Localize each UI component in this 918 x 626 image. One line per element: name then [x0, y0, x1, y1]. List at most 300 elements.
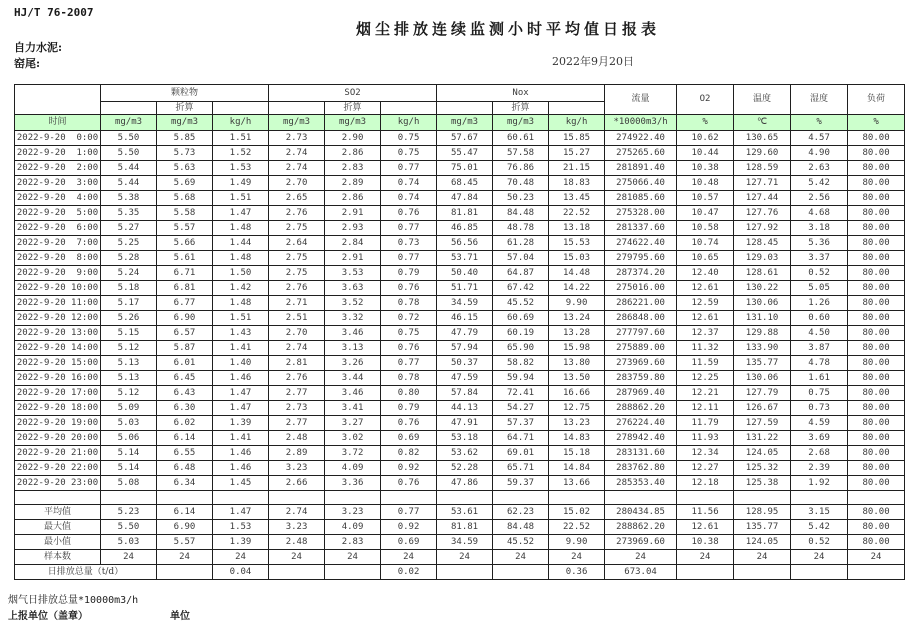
cell-value: 0.76 — [381, 281, 437, 296]
cell-value: 2.77 — [269, 386, 325, 401]
cell-value: 3.72 — [325, 446, 381, 461]
cell-value: 274622.40 — [605, 236, 677, 251]
cell-value: 15.18 — [549, 446, 605, 461]
empty-cell — [269, 102, 325, 115]
cell-value: 10.48 — [677, 176, 734, 191]
cell-value: 1.42 — [213, 281, 269, 296]
cell-value: 5.13 — [101, 371, 157, 386]
cell-value: 5.09 — [101, 401, 157, 416]
cell-value: 2.76 — [269, 206, 325, 221]
cell-value: 80.00 — [848, 535, 905, 550]
cell-value: 2.76 — [269, 371, 325, 386]
empty-cell — [605, 491, 677, 505]
row-time: 2022-9-20 2:00 — [15, 161, 101, 176]
cell-value: 59.94 — [493, 371, 549, 386]
cell-value: 3.46 — [325, 386, 381, 401]
row-time: 2022-9-20 12:00 — [15, 311, 101, 326]
cell-value: 45.52 — [493, 535, 549, 550]
cell-value: 0.74 — [381, 176, 437, 191]
cell-value: 5.14 — [101, 446, 157, 461]
cell-value: 4.09 — [325, 461, 381, 476]
cell-value: 14.83 — [549, 431, 605, 446]
cell-value: 6.14 — [157, 431, 213, 446]
cell-value: 64.87 — [493, 266, 549, 281]
cell-value: 5.28 — [101, 251, 157, 266]
cell-value: 15.85 — [549, 131, 605, 146]
cell-value: 24 — [101, 550, 157, 565]
cell-value: 24 — [549, 550, 605, 565]
cell-value: 80.00 — [848, 296, 905, 311]
table-row — [15, 206, 905, 221]
hourly-rows — [15, 131, 905, 580]
summary-label: 最大值 — [15, 520, 101, 535]
cell-value: 15.53 — [549, 236, 605, 251]
table-row — [15, 191, 905, 206]
summary-row — [15, 550, 905, 565]
cell-value: 13.50 — [549, 371, 605, 386]
cell-value: 0.60 — [791, 311, 848, 326]
cell-value: 47.91 — [437, 416, 493, 431]
cell-value: 283131.60 — [605, 446, 677, 461]
cell-value: 1.53 — [213, 520, 269, 535]
cell-value: 3.23 — [269, 461, 325, 476]
row-time: 2022-9-20 19:00 — [15, 416, 101, 431]
cell-value: 80.00 — [848, 191, 905, 206]
row-time: 2022-9-20 17:00 — [15, 386, 101, 401]
cell-value: 2.74 — [269, 161, 325, 176]
cell-value: 4.59 — [791, 416, 848, 431]
cell-value: 1.48 — [213, 251, 269, 266]
cell-value: 5.85 — [157, 131, 213, 146]
cell-value: 6.43 — [157, 386, 213, 401]
cell-value: 2.68 — [791, 446, 848, 461]
cell-value: 277797.60 — [605, 326, 677, 341]
cell-value: 128.45 — [734, 236, 791, 251]
cell-value: 75.01 — [437, 161, 493, 176]
cell-value: 2.74 — [269, 505, 325, 520]
row-time: 2022-9-20 14:00 — [15, 341, 101, 356]
cell-value: 5.12 — [101, 341, 157, 356]
empty-cell — [549, 102, 605, 115]
cell-value: 131.22 — [734, 431, 791, 446]
table-row — [15, 326, 905, 341]
cell-value: 57.67 — [437, 131, 493, 146]
cell-value: 57.37 — [493, 416, 549, 431]
cell-value: 81.81 — [437, 206, 493, 221]
cell-value: 5.17 — [101, 296, 157, 311]
cell-value: 3.87 — [791, 341, 848, 356]
cell-value: 46.85 — [437, 221, 493, 236]
cell-value: 5.18 — [101, 281, 157, 296]
cell-value: 80.00 — [848, 416, 905, 431]
cell-value: 11.32 — [677, 341, 734, 356]
cell-value: 11.56 — [677, 505, 734, 520]
cell-value: 6.81 — [157, 281, 213, 296]
cell-value: 129.03 — [734, 251, 791, 266]
cell-value: 3.46 — [325, 326, 381, 341]
cell-value: 5.57 — [157, 535, 213, 550]
cell-value: 57.84 — [437, 386, 493, 401]
cell-value: 5.13 — [101, 356, 157, 371]
cell-value: 128.95 — [734, 505, 791, 520]
cell-value: 1.46 — [213, 461, 269, 476]
cell-value: 80.00 — [848, 386, 905, 401]
cell-value — [325, 565, 381, 580]
row-time: 2022-9-20 20:00 — [15, 431, 101, 446]
cell-value: 2.93 — [325, 221, 381, 236]
row-time: 2022-9-20 16:00 — [15, 371, 101, 386]
footer-flue-gas-total: 烟气日排放总量*10000m3/h — [8, 595, 139, 606]
cell-value: 47.59 — [437, 371, 493, 386]
cell-value: 10.44 — [677, 146, 734, 161]
cell-value: 275328.00 — [605, 206, 677, 221]
cell-value: 24 — [381, 550, 437, 565]
table-row — [15, 371, 905, 386]
page-title: 烟尘排放连续监测小时平均值日报表 — [355, 20, 660, 38]
cell-value: 0.92 — [381, 520, 437, 535]
empty-cell — [101, 102, 157, 115]
cell-value: 3.15 — [791, 505, 848, 520]
cell-value — [848, 565, 905, 580]
cell-value: 125.32 — [734, 461, 791, 476]
cell-value: 10.65 — [677, 251, 734, 266]
cell-value: 50.40 — [437, 266, 493, 281]
cell-value: 1.39 — [213, 535, 269, 550]
cell-value: 2.86 — [325, 191, 381, 206]
cell-value: 281891.40 — [605, 161, 677, 176]
cell-value: 281085.60 — [605, 191, 677, 206]
cell-value: 10.47 — [677, 206, 734, 221]
cell-value: 124.05 — [734, 446, 791, 461]
cell-value: 67.42 — [493, 281, 549, 296]
empty-cell — [734, 491, 791, 505]
cell-value: 273969.60 — [605, 535, 677, 550]
cell-value: 5.57 — [157, 221, 213, 236]
cell-value: 5.68 — [157, 191, 213, 206]
cell-value: 13.18 — [549, 221, 605, 236]
cell-value: 80.00 — [848, 401, 905, 416]
cell-value: 1.61 — [791, 371, 848, 386]
cell-value: 57.94 — [437, 341, 493, 356]
row-time: 2022-9-20 21:00 — [15, 446, 101, 461]
cell-value: 5.50 — [101, 520, 157, 535]
cell-value: 1.48 — [213, 296, 269, 311]
cell-value: 1.26 — [791, 296, 848, 311]
cell-value: 2.90 — [325, 131, 381, 146]
cell-value: 0.04 — [213, 565, 269, 580]
cell-value: 0.52 — [791, 266, 848, 281]
cell-value: 673.04 — [605, 565, 677, 580]
cell-value: 0.75 — [381, 131, 437, 146]
cell-value: 2.77 — [269, 416, 325, 431]
cell-value: 0.02 — [381, 565, 437, 580]
cell-value: 46.15 — [437, 311, 493, 326]
cell-value: 1.41 — [213, 341, 269, 356]
cell-value: 14.48 — [549, 266, 605, 281]
cell-value: 53.62 — [437, 446, 493, 461]
cell-value: 12.61 — [677, 311, 734, 326]
cell-value: 127.59 — [734, 416, 791, 431]
cell-value: 10.74 — [677, 236, 734, 251]
cell-value: 135.77 — [734, 356, 791, 371]
cell-value — [734, 565, 791, 580]
cell-value: 3.26 — [325, 356, 381, 371]
row-time: 2022-9-20 7:00 — [15, 236, 101, 251]
cell-value: 1.53 — [213, 161, 269, 176]
cell-value: 80.00 — [848, 251, 905, 266]
cell-value: 50.23 — [493, 191, 549, 206]
cell-value: 21.15 — [549, 161, 605, 176]
cell-value: 2.48 — [269, 431, 325, 446]
header-converted-nox: 折算 — [493, 102, 549, 115]
table-row — [15, 401, 905, 416]
cell-value: 24 — [677, 550, 734, 565]
cell-value: 2.70 — [269, 176, 325, 191]
cell-value: 128.59 — [734, 161, 791, 176]
cell-value: 0.74 — [381, 191, 437, 206]
cell-value: 24 — [734, 550, 791, 565]
cell-value: 5.26 — [101, 311, 157, 326]
cell-value: 2.84 — [325, 236, 381, 251]
cell-value: 59.37 — [493, 476, 549, 491]
cell-value — [269, 565, 325, 580]
table-row — [15, 386, 905, 401]
cell-value: 80.00 — [848, 266, 905, 281]
cell-value: 135.77 — [734, 520, 791, 535]
cell-value: 0.69 — [381, 535, 437, 550]
cell-value: 47.79 — [437, 326, 493, 341]
cell-value: 2.83 — [325, 535, 381, 550]
cell-value: 131.10 — [734, 311, 791, 326]
cell-value: 10.58 — [677, 221, 734, 236]
cell-value: 5.87 — [157, 341, 213, 356]
empty-cell — [677, 491, 734, 505]
cell-value: 34.59 — [437, 535, 493, 550]
cell-value: 12.59 — [677, 296, 734, 311]
empty-corner-cell — [15, 85, 101, 115]
cell-value: 80.00 — [848, 206, 905, 221]
cell-value: 12.61 — [677, 281, 734, 296]
cell-value: 2.66 — [269, 476, 325, 491]
cell-value — [677, 565, 734, 580]
cell-value: 0.82 — [381, 446, 437, 461]
cell-value: 2.75 — [269, 251, 325, 266]
cell-value: 80.00 — [848, 341, 905, 356]
cell-value: 13.24 — [549, 311, 605, 326]
cell-value: 2.89 — [269, 446, 325, 461]
cell-value: 130.06 — [734, 371, 791, 386]
cell-value: 3.23 — [325, 505, 381, 520]
cell-value: 53.18 — [437, 431, 493, 446]
empty-cell — [381, 102, 437, 115]
empty-cell — [15, 491, 101, 505]
spacer-row — [15, 491, 905, 505]
row-time: 2022-9-20 6:00 — [15, 221, 101, 236]
cell-value: 0.77 — [381, 221, 437, 236]
cell-value: 0.76 — [381, 206, 437, 221]
cell-value: 54.27 — [493, 401, 549, 416]
cell-value: 47.84 — [437, 191, 493, 206]
cell-value: 56.56 — [437, 236, 493, 251]
cell-value: 2.75 — [269, 221, 325, 236]
row-time: 2022-9-20 1:00 — [15, 146, 101, 161]
cell-value: 0.69 — [381, 431, 437, 446]
header-flow: 流量 — [605, 85, 677, 115]
cell-value: 3.69 — [791, 431, 848, 446]
cell-value: 2.63 — [791, 161, 848, 176]
cell-value: 2.70 — [269, 326, 325, 341]
row-time: 2022-9-20 13:00 — [15, 326, 101, 341]
cell-value: 72.41 — [493, 386, 549, 401]
cell-value — [493, 565, 549, 580]
cell-value: 50.37 — [437, 356, 493, 371]
cell-value: 9.90 — [549, 296, 605, 311]
empty-cell — [437, 102, 493, 115]
cell-value: 2.56 — [791, 191, 848, 206]
cell-value: 13.28 — [549, 326, 605, 341]
cell-value: 6.71 — [157, 266, 213, 281]
report-date: 2022年9月20日 — [552, 55, 634, 68]
header-humidity: 湿度 — [791, 85, 848, 115]
cell-value: 11.59 — [677, 356, 734, 371]
cell-value: 2.76 — [269, 281, 325, 296]
table-row — [15, 476, 905, 491]
cell-value: 5.14 — [101, 461, 157, 476]
header-so2: SO2 — [269, 85, 437, 102]
cell-value: 80.00 — [848, 371, 905, 386]
cell-value: 12.37 — [677, 326, 734, 341]
footer-reporting-unit: 上报单位（盖章） — [8, 611, 88, 622]
cell-value: 6.57 — [157, 326, 213, 341]
cell-value: 2.39 — [791, 461, 848, 476]
cell-value: 3.27 — [325, 416, 381, 431]
cell-value: 273969.60 — [605, 356, 677, 371]
empty-cell — [848, 491, 905, 505]
cell-value: 275889.00 — [605, 341, 677, 356]
cell-value: 278942.40 — [605, 431, 677, 446]
cell-value: 5.05 — [791, 281, 848, 296]
cell-value: 125.38 — [734, 476, 791, 491]
cell-value: 44.13 — [437, 401, 493, 416]
cell-value: 6.45 — [157, 371, 213, 386]
row-time: 2022-9-20 11:00 — [15, 296, 101, 311]
cell-value: 1.47 — [213, 386, 269, 401]
cell-value: 2.71 — [269, 296, 325, 311]
cell-value: 6.30 — [157, 401, 213, 416]
cell-value: 58.82 — [493, 356, 549, 371]
cell-value: 11.79 — [677, 416, 734, 431]
cell-value: 2.83 — [325, 161, 381, 176]
cell-value: 80.00 — [848, 446, 905, 461]
cell-value: 128.61 — [734, 266, 791, 281]
cell-value: 5.27 — [101, 221, 157, 236]
cell-value: 3.13 — [325, 341, 381, 356]
cell-value: 3.23 — [269, 520, 325, 535]
table-row — [15, 131, 905, 146]
cell-value: 283759.80 — [605, 371, 677, 386]
cell-value: 127.92 — [734, 221, 791, 236]
header-time: 时间 — [15, 115, 101, 131]
row-time: 2022-9-20 4:00 — [15, 191, 101, 206]
unit-cell: mg/m3 — [325, 115, 381, 131]
cell-value: 48.78 — [493, 221, 549, 236]
cell-value: 0.76 — [381, 476, 437, 491]
cell-value: 5.03 — [101, 416, 157, 431]
cell-value: 1.51 — [213, 311, 269, 326]
cell-value: 3.52 — [325, 296, 381, 311]
cell-value: 6.77 — [157, 296, 213, 311]
summary-row — [15, 535, 905, 550]
cell-value: 24 — [791, 550, 848, 565]
row-time: 2022-9-20 0:00 — [15, 131, 101, 146]
cell-value: 274922.40 — [605, 131, 677, 146]
table-row — [15, 416, 905, 431]
cell-value: 5.06 — [101, 431, 157, 446]
cell-value: 53.71 — [437, 251, 493, 266]
cell-value: 84.48 — [493, 520, 549, 535]
cell-value: 14.84 — [549, 461, 605, 476]
cell-value: 3.02 — [325, 431, 381, 446]
cell-value: 4.78 — [791, 356, 848, 371]
header-units-row — [15, 115, 905, 131]
unit-cell: mg/m3 — [101, 115, 157, 131]
cell-value: 10.57 — [677, 191, 734, 206]
cell-value: 0.75 — [791, 386, 848, 401]
cell-value: 5.50 — [101, 146, 157, 161]
cell-value: 6.01 — [157, 356, 213, 371]
cell-value: 5.38 — [101, 191, 157, 206]
cell-value: 127.71 — [734, 176, 791, 191]
cell-value — [437, 565, 493, 580]
unit-cell: kg/h — [213, 115, 269, 131]
location-label: 窑尾: — [14, 57, 41, 70]
cell-value: 61.28 — [493, 236, 549, 251]
cell-value: 12.75 — [549, 401, 605, 416]
cell-value: 10.62 — [677, 131, 734, 146]
cell-value: 24 — [213, 550, 269, 565]
cell-value: 13.45 — [549, 191, 605, 206]
cell-value: 11.93 — [677, 431, 734, 446]
cell-value: 12.18 — [677, 476, 734, 491]
cell-value: 57.58 — [493, 146, 549, 161]
cell-value: 12.61 — [677, 520, 734, 535]
cell-value: 60.69 — [493, 311, 549, 326]
standard-number: HJ/T 76-2007 — [14, 6, 94, 19]
cell-value: 2.73 — [269, 131, 325, 146]
cell-value: 0.36 — [549, 565, 605, 580]
cell-value: 3.41 — [325, 401, 381, 416]
empty-cell — [213, 102, 269, 115]
summary-label: 最小值 — [15, 535, 101, 550]
cell-value: 288862.20 — [605, 520, 677, 535]
cell-value: 5.25 — [101, 236, 157, 251]
cell-value: 10.38 — [677, 161, 734, 176]
cell-value: 80.00 — [848, 176, 905, 191]
cell-value: 80.00 — [848, 461, 905, 476]
header-group-row — [15, 85, 905, 102]
cell-value: 5.12 — [101, 386, 157, 401]
cell-value: 45.52 — [493, 296, 549, 311]
cell-value: 16.66 — [549, 386, 605, 401]
cell-value: 1.40 — [213, 356, 269, 371]
cell-value: 68.45 — [437, 176, 493, 191]
cell-value: 2.81 — [269, 356, 325, 371]
unit-cell: mg/m3 — [157, 115, 213, 131]
table-row — [15, 341, 905, 356]
cell-value: 5.03 — [101, 535, 157, 550]
empty-cell — [213, 491, 269, 505]
row-time: 2022-9-20 15:00 — [15, 356, 101, 371]
